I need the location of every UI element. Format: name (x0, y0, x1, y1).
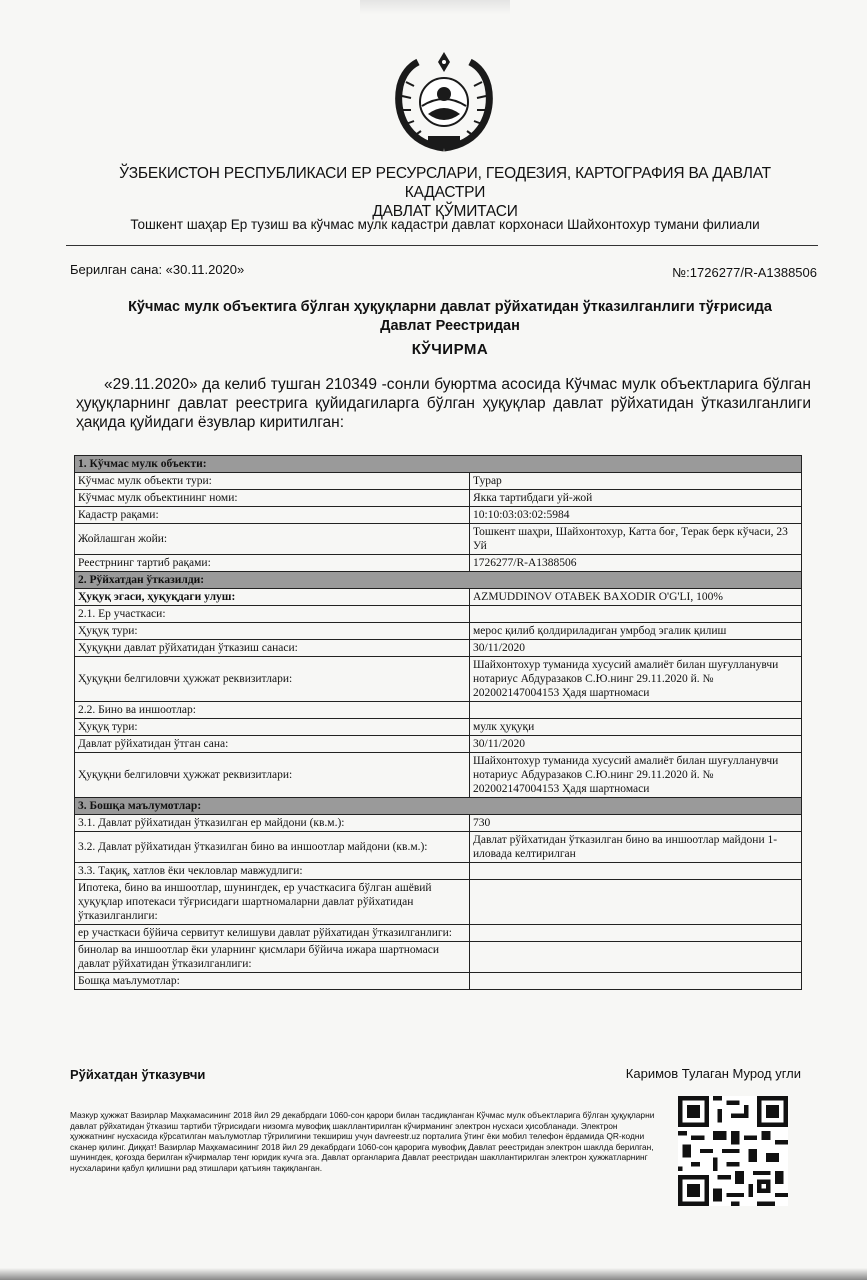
section-header (75, 456, 802, 473)
table-row (75, 863, 802, 880)
section-title: 2. Рўйхатдан ўтказилди: (75, 572, 802, 589)
row-value (470, 973, 802, 990)
row-label: Ҳуқуқни белгиловчи ҳужжат реквизитлари: (75, 753, 470, 798)
table-row (75, 640, 802, 657)
table-row (75, 657, 802, 702)
row-label: Давлат рўйхатидан ўтган сана: (75, 736, 470, 753)
row-value: мулк ҳуқуқи (470, 719, 802, 736)
table-row (75, 589, 802, 606)
agency-name (80, 164, 810, 221)
registrar-name: Каримов Тулаган Мурод угли (625, 1066, 801, 1081)
row-value (470, 880, 802, 925)
row-value: 10:10:03:03:02:5984 (470, 507, 802, 524)
table-row (75, 490, 802, 507)
table-row (75, 473, 802, 490)
registrar-role: Рўйхатдан ўтказувчи (70, 1067, 206, 1082)
table-row (75, 606, 802, 623)
row-label: Ҳуқуқ тури: (75, 719, 470, 736)
row-label: Ҳуқуқни белгиловчи ҳужжат реквизитлари: (75, 657, 470, 702)
row-value: 1726277/R-A1388506 (470, 555, 802, 572)
branch-name: Тошкент шаҳар Ер тузиш ва кўчмас мулк кадастри давлат корхонаси Шайхонтохур тумани филиали (130, 217, 760, 232)
registry-number: №:1726277/R-A1388506 (672, 265, 817, 280)
row-value: 30/11/2020 (470, 736, 802, 753)
table-row (75, 925, 802, 942)
table-row (75, 815, 802, 832)
row-label: 2.2. Бино ва иншоотлар: (75, 702, 470, 719)
table-row (75, 623, 802, 640)
qr-code-icon[interactable] (678, 1096, 788, 1206)
row-value: Тошкент шаҳри, Шайхонтохур, Катта боғ, Терак берк кўчаси, 23 Уй (470, 524, 802, 555)
row-value: мерос қилиб қолдириладиган умрбод эгалик қилиш (470, 623, 802, 640)
row-label: 2.1. Ер участкаси: (75, 606, 470, 623)
table-row (75, 702, 802, 719)
title-line-2: Давлат Реестридан (380, 318, 520, 334)
table-row (75, 880, 802, 925)
row-value (470, 863, 802, 880)
agency-line-2: ДАВЛАТ ҚЎМИТАСИ (372, 203, 518, 220)
table-row (75, 507, 802, 524)
section-header (75, 572, 802, 589)
row-value: 730 (470, 815, 802, 832)
row-label: Реестрнинг тартиб рақами: (75, 555, 470, 572)
row-label: Ҳуқуқ эгаси, ҳуқуқдаги улуш: (75, 589, 470, 606)
row-value: Турар (470, 473, 802, 490)
row-label: Кўчмас мулк объектининг номи: (75, 490, 470, 507)
row-label: Жойлашган жойи: (75, 524, 470, 555)
section-header (75, 798, 802, 815)
row-label: Ҳуқуқни давлат рўйхатидан ўтказиш санаси: (75, 640, 470, 657)
row-label: 3.3. Тақиқ, хатлов ёки чекловлар мавжудлиги: (75, 863, 470, 880)
state-emblem-icon (388, 52, 500, 156)
row-label: Кўчмас мулк объекти тури: (75, 473, 470, 490)
row-label: ер участкаси бўйича сервитут келишуви давлат рўйхатидан ўтказилганлиги: (75, 925, 470, 942)
document-title (70, 298, 830, 336)
row-label: 3.1. Давлат рўйхатидан ўтказилган ер майдони (кв.м.): (75, 815, 470, 832)
section-title: 3. Бошқа маълумотлар: (75, 798, 802, 815)
row-value: 30/11/2020 (470, 640, 802, 657)
row-value (470, 925, 802, 942)
row-value: Шайхонтохур туманида хусусий амалиёт билан шуғулланувчи нотариус Абдуразаков С.Ю.нинг 29.11.2020 й. № 202002147004153 Ҳадя шартномаси (470, 657, 802, 702)
row-value: Шайхонтохур туманида хусусий амалиёт билан шуғулланувчи нотариус Абдуразаков С.Ю.нинг 29.11.2020 й. № 202002147004153 Ҳадя шартномаси (470, 753, 802, 798)
row-value: Якка тартибдаги уй-жой (470, 490, 802, 507)
table-row (75, 973, 802, 990)
legal-footnote: Мазкур ҳужжат Вазирлар Маҳкамасининг 2018 йил 29 декабрдаги 1060-сон қарори билан тасдиқланган Кўчмас мулк объектларига бўлган ҳуқуқларни давлат рўйхатидан ўтказиш тартиби тўғрисидаги низомга мувофиқ шакллантирилган кўчирманинг электрон нусхаси ҳисобланади. Электрон ҳужжатнинг нусхасида кўрсатилган маълумотлар тўғрилигини текшириш учун davreestr.uz порталига ўтинг ёки мобил телефон ёрдамида QR-кодни сканер қилинг. Диққат! Вазирлар Маҳкамасининг 2018 йил 29 декабрдаги 1060-сон қарорига мувофиқ Давлат реестридан электрон шаклда берилган, шунингдек, қоғозда берилган кўчирмалар тенг юридик кучга эга. Давлат органларига Давлат реестридан шакллантирилган электрон ҳужжатларнинг нусхаларини қабул қилишни рад этишлари қатъиян тақиқланган. (70, 1110, 655, 1173)
scan-artifact-bottom (0, 1268, 867, 1280)
row-value (470, 702, 802, 719)
table-row (75, 753, 802, 798)
registry-table (74, 455, 802, 990)
extract-heading: КЎЧИРМА (411, 341, 489, 358)
row-label: Ҳуқуқ тури: (75, 623, 470, 640)
intro-paragraph: «29.11.2020» да келиб тушган 210349 -сонли буюртма асосида Кўчмас мулк объектларига бўлган ҳуқуқларнинг давлат реестрига қуйидагиларга бўлган ҳуқуқлар давлат рўйхатидан ўтказилганлиги ҳақида қуйидаги ёзувлар киритилган: (76, 376, 811, 431)
row-value: AZMUDDINOV OTABEK BAXODIR O'G'LI, 100% (470, 589, 802, 606)
header-divider (66, 245, 818, 246)
issue-date: Берилган сана: «30.11.2020» (70, 262, 245, 277)
row-label: 3.2. Давлат рўйхатидан ўтказилган бино ва иншоотлар майдони (кв.м.): (75, 832, 470, 863)
row-value: Давлат рўйхатидан ўтказилган бино ва иншоотлар майдони 1-иловада келтирилган (470, 832, 802, 863)
row-value (470, 606, 802, 623)
scan-artifact-top (360, 0, 510, 14)
row-label: бинолар ва иншоотлар ёки уларнинг қисмлари бўйича ижара шартномаси давлат рўйхатидан ўтказилганлиги: (75, 942, 470, 973)
section-title: 1. Кўчмас мулк объекти: (75, 456, 802, 473)
row-label: Кадастр рақами: (75, 507, 470, 524)
table-row (75, 736, 802, 753)
title-line-1: Кўчмас мулк объектига бўлган ҳуқуқларни давлат рўйхатидан ўтказилганлиги тўғрисида (128, 299, 772, 315)
table-row (75, 555, 802, 572)
table-row (75, 524, 802, 555)
table-row (75, 942, 802, 973)
table-row (75, 719, 802, 736)
row-label: Ипотека, бино ва иншоотлар, шунингдек, ер участкасига бўлган ашёвий ҳуқуқлар ипотекаси тўғрисидаги шартномаларни давлат рўйхатидан ўтказилганлиги: (75, 880, 470, 925)
row-label: Бошқа маълумотлар: (75, 973, 470, 990)
table-row (75, 832, 802, 863)
row-value (470, 942, 802, 973)
agency-line-1: ЎЗБЕКИСТОН РЕСПУБЛИКАСИ ЕР РЕСУРСЛАРИ, ГЕОДЕЗИЯ, КАРТОГРАФИЯ ВА ДАВЛАТ КАДАСТРИ (119, 165, 771, 201)
